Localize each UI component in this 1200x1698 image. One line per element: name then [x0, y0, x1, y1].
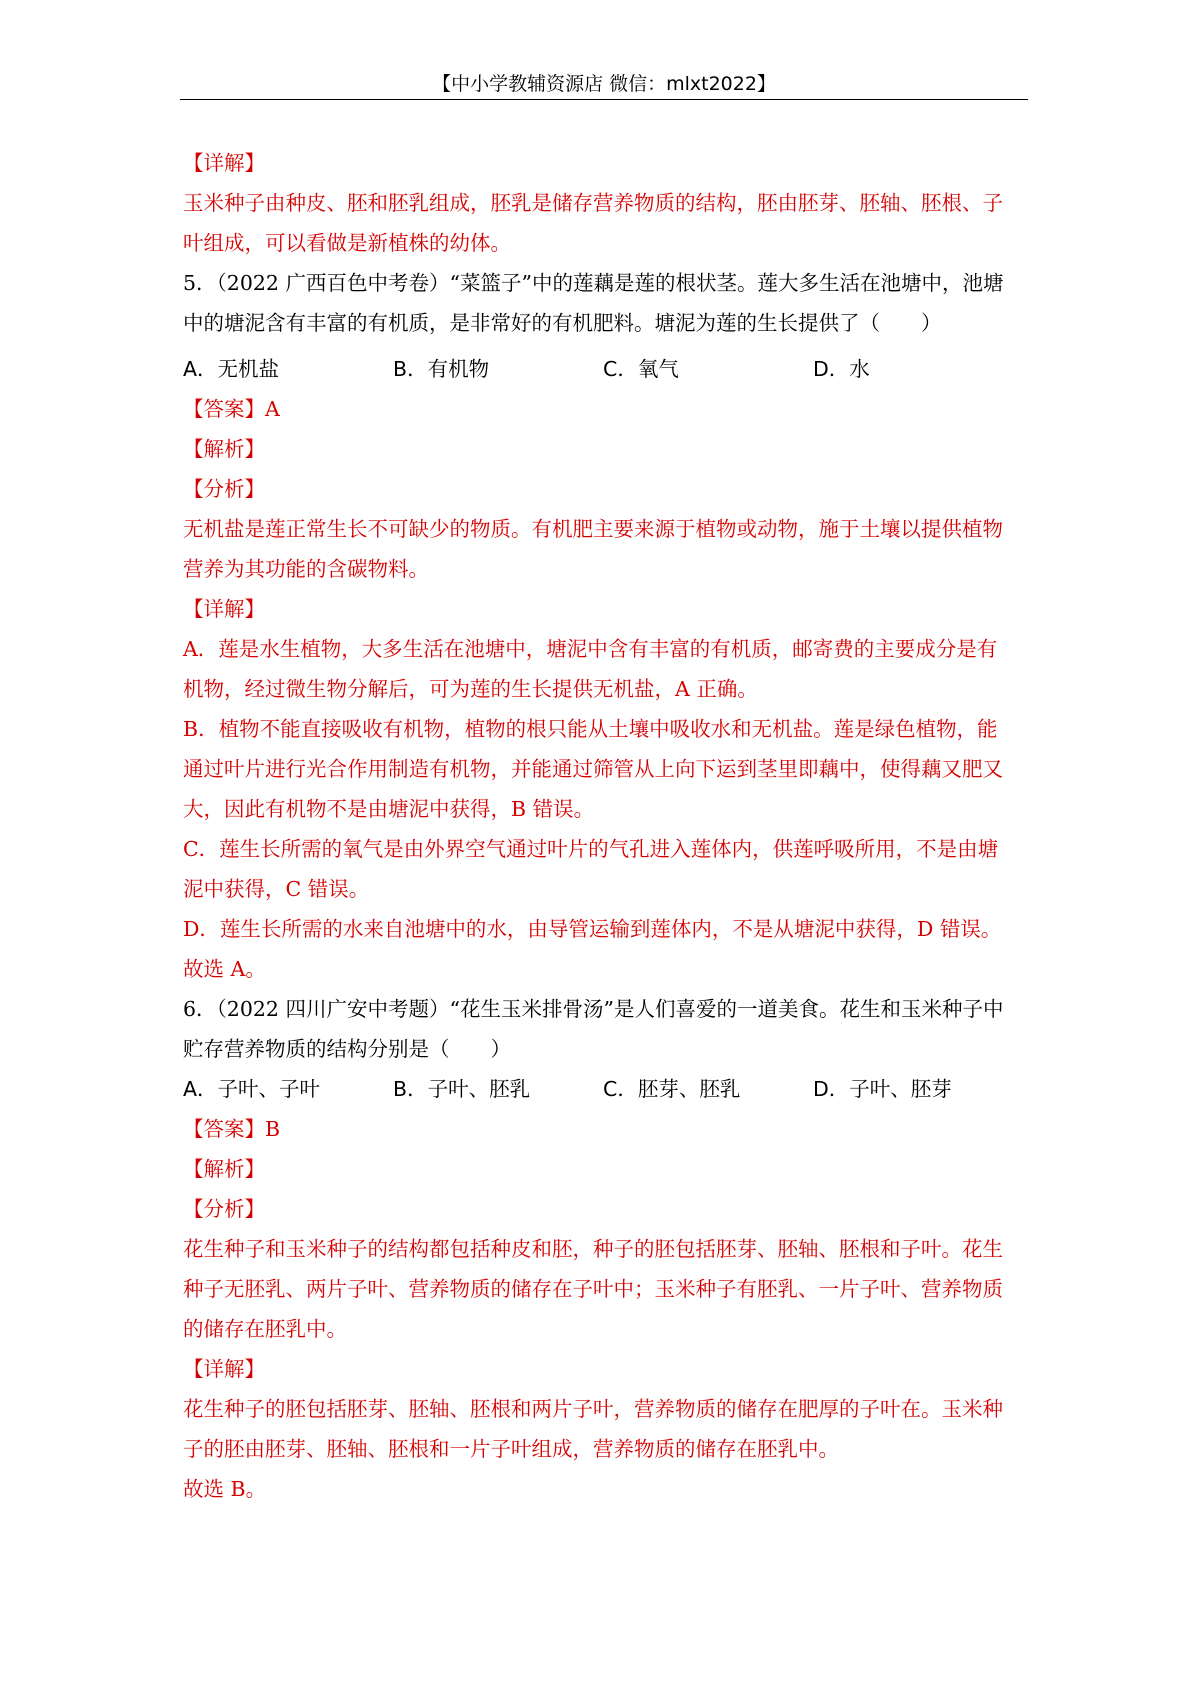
option-b: B．子叶、胚乳 [393, 1077, 531, 1101]
question-6-options [183, 1069, 1028, 1109]
analysis-line: 营养为其功能的含碳物料。 [183, 557, 429, 581]
explanation-tag: 【解析】 [183, 1157, 265, 1181]
detail-line: 泥中获得，C 错误。 [183, 877, 370, 901]
detail-line: 大，因此有机物不是由塘泥中获得，B 错误。 [183, 797, 595, 821]
detail-line: 故选 A。 [183, 957, 266, 981]
answer-tag: 【答案】B [183, 1117, 281, 1141]
detail-line: 叶组成，可以看做是新植株的幼体。 [183, 231, 511, 255]
option-d: D．水 [813, 357, 870, 381]
detail-line: 花生种子的胚包括胚芽、胚轴、胚根和两片子叶，营养物质的储存在肥厚的子叶在。玉米种 [183, 1397, 1003, 1421]
option-c: C．胚芽、胚乳 [603, 1077, 741, 1101]
detail-line: 故选 B。 [183, 1477, 267, 1501]
question-6-stem: 贮存营养物质的结构分别是（ ） [183, 1037, 511, 1061]
detail-line: 玉米种子由种皮、胚和胚乳组成，胚乳是储存营养物质的结构，胚由胚芽、胚轴、胚根、子 [183, 191, 1003, 215]
header-rule [180, 99, 1028, 100]
answer-tag: 【答案】A [183, 397, 280, 421]
option-b: B．有机物 [393, 357, 490, 381]
document-body [183, 143, 1028, 1509]
detail-tag: 【详解】 [183, 1357, 265, 1381]
detail-tag: 【详解】 [183, 597, 265, 621]
question-5-stem: 中的塘泥含有丰富的有机质，是非常好的有机肥料。塘泥为莲的生长提供了（ ） [183, 311, 942, 335]
detail-line: D．莲生长所需的水来自池塘中的水，由导管运输到莲体内，不是从塘泥中获得，D 错误。 [183, 917, 1002, 941]
option-a: A．无机盐 [183, 357, 280, 381]
option-c: C．氧气 [603, 357, 679, 381]
analysis-tag: 【分析】 [183, 1197, 265, 1221]
question-5-stem: 5．（2022 广西百色中考卷）“菜篮子”中的莲藕是莲的根状茎。莲大多生活在池塘中，池塘 [183, 271, 1004, 295]
option-d: D．子叶、胚芽 [813, 1077, 952, 1101]
analysis-line: 种子无胚乳、两片子叶、营养物质的储存在子叶中；玉米种子有胚乳、一片子叶、营养物质 [183, 1277, 1003, 1301]
detail-line: 子的胚由胚芽、胚轴、胚根和一片子叶组成，营养物质的储存在胚乳中。 [183, 1437, 839, 1461]
explanation-tag: 【解析】 [183, 437, 265, 461]
option-a: A．子叶、子叶 [183, 1077, 321, 1101]
question-6-stem: 6．（2022 四川广安中考题）“花生玉米排骨汤”是人们喜爱的一道美食。花生和玉米种子中 [183, 997, 1004, 1021]
analysis-tag: 【分析】 [183, 477, 265, 501]
analysis-line: 无机盐是莲正常生长不可缺少的物质。有机肥主要来源于植物或动物，施于土壤以提供植物 [183, 517, 1003, 541]
page-header: 【中小学教辅资源店 微信：mlxt2022】 [432, 73, 776, 95]
detail-line: B．植物不能直接吸收有机物，植物的根只能从土壤中吸收水和无机盐。莲是绿色植物，能 [183, 717, 998, 741]
detail-line: A．莲是水生植物，大多生活在池塘中，塘泥中含有丰富的有机质，邮寄费的主要成分是有 [183, 637, 998, 661]
detail-line: 机物，经过微生物分解后，可为莲的生长提供无机盐，A 正确。 [183, 677, 758, 701]
analysis-line: 的储存在胚乳中。 [183, 1317, 347, 1341]
question-5-options [183, 349, 1028, 389]
analysis-line: 花生种子和玉米种子的结构都包括种皮和胚，种子的胚包括胚芽、胚轴、胚根和子叶。花生 [183, 1237, 1003, 1261]
detail-line: C．莲生长所需的氧气是由外界空气通过叶片的气孔进入莲体内，供莲呼吸所用，不是由塘 [183, 837, 999, 861]
detail-tag: 【详解】 [183, 151, 265, 175]
detail-line: 通过叶片进行光合作用制造有机物，并能通过筛管从上向下运到茎里即藕中，使得藕又肥又 [183, 757, 1003, 781]
